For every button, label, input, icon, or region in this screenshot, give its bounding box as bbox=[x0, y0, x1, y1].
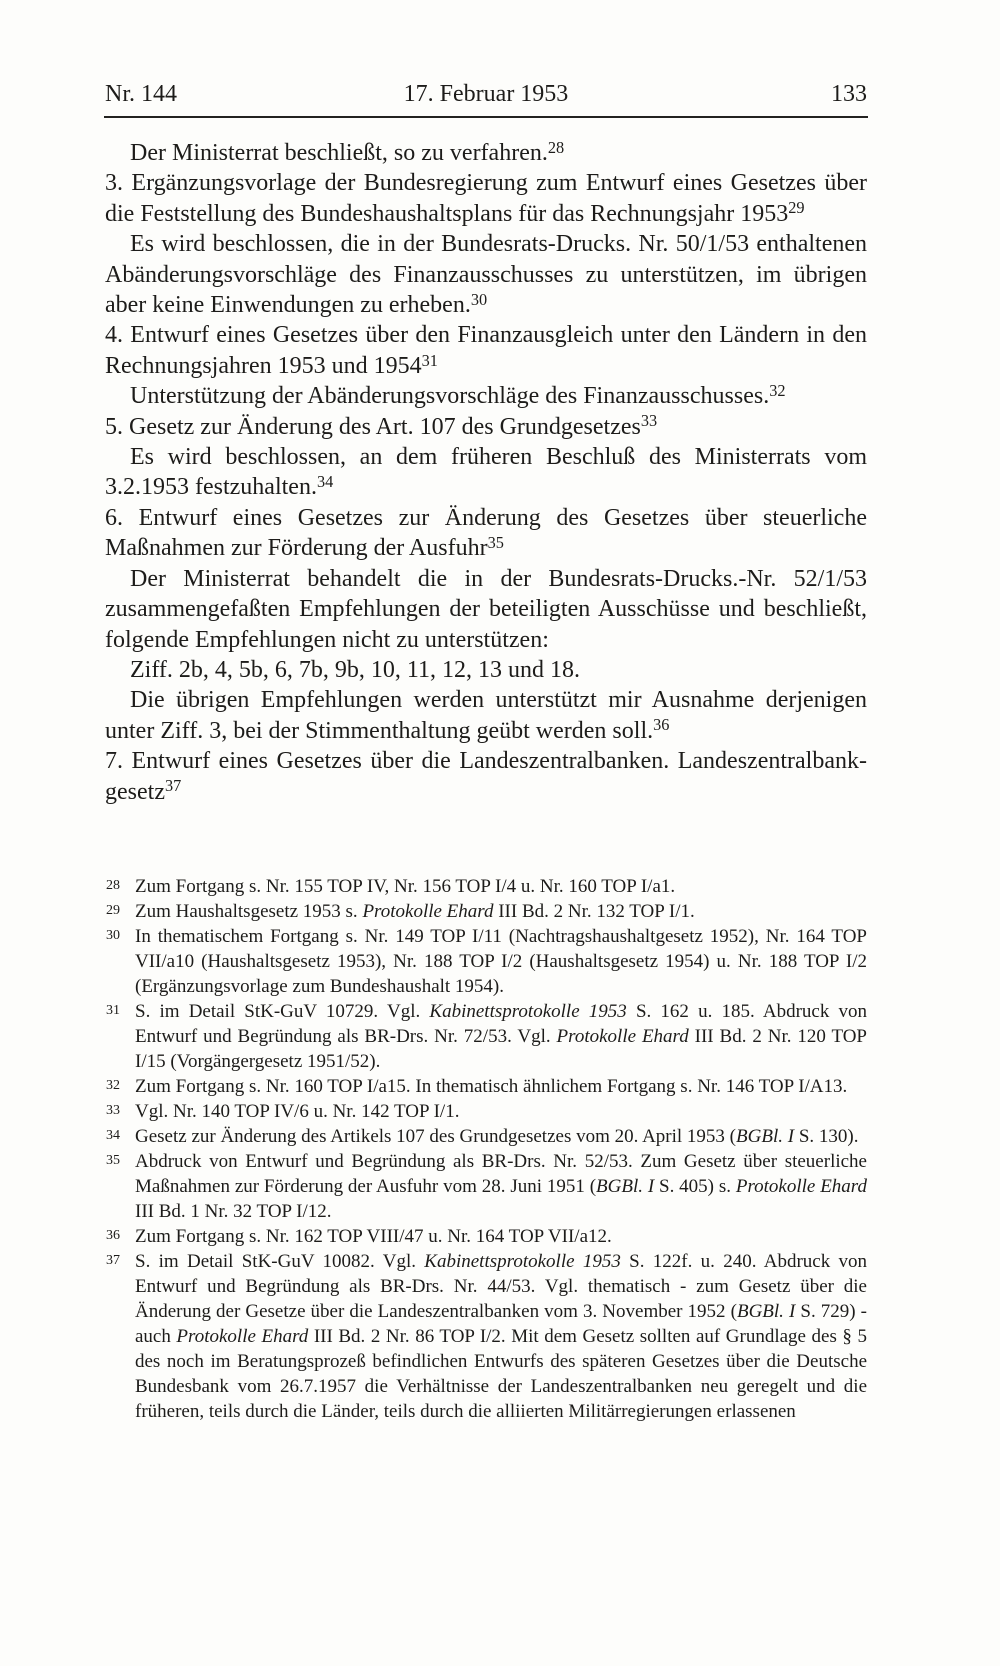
header-page-number: 133 bbox=[831, 81, 867, 107]
text-run: S. 162 u. 185. Abdruck von Entwurf und Begründung als BR-Drs. Nr. 72/53. Vgl. bbox=[135, 1001, 867, 1047]
footnote-text bbox=[135, 1126, 858, 1147]
agenda-item-5 bbox=[105, 412, 867, 442]
text-run: Vgl. Nr. 140 TOP IV/6 u. Nr. 142 TOP I/1. bbox=[135, 1101, 460, 1122]
text-run: III Bd. 1 Nr. 32 TOP I/12. bbox=[135, 1201, 332, 1222]
footnote-item-37 bbox=[105, 1249, 867, 1424]
footnote-item-34 bbox=[105, 1124, 867, 1149]
text-run: 4. Entwurf eines Gesetzes über den Finanzausgleich unter den Ländern in den Rechnungsjahren 1953 und 1954 bbox=[105, 322, 867, 379]
footnote-number: 29 bbox=[106, 903, 120, 918]
text-run: S. 122f. u. 240. Abdruck von Entwurf und Begründung als BR-Drs. Nr. 44/53. Vgl. thematisch - zum Gesetz über die Änderung der Gesetze über die Landeszentralbanken vom 3. November 1952 ( bbox=[135, 1251, 868, 1322]
italic-text: Protokolle Ehard bbox=[556, 1026, 689, 1047]
paragraph-resolution-30 bbox=[105, 229, 867, 320]
text-run: 7. Entwurf eines Gesetzes über die Landeszentralbanken. Landeszentralbankgesetz bbox=[105, 748, 867, 805]
italic-text: BGBl. I bbox=[596, 1176, 655, 1197]
footnote-text bbox=[135, 901, 695, 922]
text-run: S. im Detail StK-GuV 10729. Vgl. bbox=[135, 1001, 430, 1022]
footnote-number: 32 bbox=[106, 1078, 120, 1093]
paragraph-recommendations bbox=[105, 564, 867, 655]
footnote-ref-36: 36 bbox=[653, 715, 670, 735]
text-run: Unterstützung der Abänderungsvorschläge des Finanzausschusses. bbox=[130, 383, 770, 410]
footnote-number: 34 bbox=[106, 1128, 120, 1143]
text-run: Es wird beschlossen, die in der Bundesrats-Drucks. Nr. 50/1/53 enthaltenen Abänderungsvorschläge des Finanzausschusses zu unterstützen, im übrigen aber keine Einwendungen zu erheben. bbox=[105, 231, 867, 319]
footnote-text bbox=[135, 1251, 867, 1422]
footnote-text bbox=[135, 1101, 459, 1122]
text-run: Zum Haushaltsgesetz 1953 s. bbox=[135, 901, 363, 922]
footnote-item-31 bbox=[105, 999, 867, 1074]
body-text bbox=[105, 138, 867, 807]
footnote-text bbox=[135, 926, 867, 997]
text-run: III Bd. 2 Nr. 120 TOP I/15 (Vorgängergesetz 1951/52). bbox=[135, 1026, 867, 1072]
text-run: III Bd. 2 Nr. 86 TOP I/2. Mit dem Gesetz sollten auf Grundlage des § 5 des noch im Beratungsprozeß befindlichen Entwurfs des späteren Gesetzes über die Deutsche Bundesbank vom 26.7.1957 die Verhältnisse der Landeszentralbanken neu geregelt und die früheren, teils durch die Länder, teils durch die alliierten Militärregierungen erlassenen bbox=[135, 1326, 867, 1422]
paragraph-resolution-32 bbox=[105, 381, 867, 411]
text-run: Zum Fortgang s. Nr. 160 TOP I/a15. In thematisch ähnlichem Fortgang s. Nr. 146 TOP I/A13. bbox=[135, 1076, 848, 1097]
footnote-ref-34: 34 bbox=[316, 472, 334, 492]
agenda-item-4 bbox=[105, 320, 867, 381]
paragraph-resolution-36 bbox=[105, 685, 867, 746]
text-run: Zum Fortgang s. Nr. 155 TOP IV, Nr. 156 TOP I/4 u. Nr. 160 TOP I/a1. bbox=[135, 876, 676, 897]
header-date: 17. Februar 1953 bbox=[403, 81, 569, 107]
header-doc-number: Nr. 144 bbox=[105, 81, 177, 107]
footnote-text bbox=[135, 1076, 847, 1097]
text-run: S. im Detail StK-GuV 10082. Vgl. bbox=[135, 1251, 425, 1272]
text-run: Zum Fortgang s. Nr. 162 TOP VIII/47 u. Nr. 164 TOP VII/a12. bbox=[135, 1226, 612, 1247]
footnote-ref-37: 37 bbox=[164, 776, 182, 796]
italic-text: Protokolle Ehard bbox=[735, 1176, 867, 1197]
footnote-item-29 bbox=[105, 899, 867, 924]
text-run: S. 130). bbox=[794, 1126, 859, 1147]
footnote-ref-30: 30 bbox=[470, 289, 488, 309]
footnote-item-32 bbox=[105, 1074, 867, 1099]
text-run: 3. Ergänzungsvorlage der Bundesregierung zum Entwurf eines Gesetzes über die Feststellung des Bundeshaushaltsplans für das Rechnungsjahr 1953 bbox=[105, 170, 867, 227]
running-header bbox=[105, 80, 867, 108]
footnote-item-28 bbox=[105, 874, 867, 899]
text-run: Gesetz zur Änderung des Artikels 107 des Grundgesetzes vom 20. April 1953 ( bbox=[135, 1126, 737, 1147]
text-run: In thematischem Fortgang s. Nr. 149 TOP I/11 (Nachtragshaushaltgesetz 1952), Nr. 164 TOP VII/a10 (Haushaltsgesetz 1953), Nr. 188 TOP I/2 (Haushaltsgesetz 1954) u. Nr. 188 TOP I/2 (Ergänzungsvorlage zum Bundeshaushalt 1954). bbox=[135, 926, 867, 997]
footnote-ref-33: 33 bbox=[640, 411, 658, 431]
footnote-text bbox=[135, 876, 675, 897]
text-run: Der Ministerrat beschließt, so zu verfahren. bbox=[130, 140, 548, 166]
footnote-text bbox=[135, 1226, 612, 1247]
text-run: S. 729) - auch bbox=[135, 1301, 867, 1347]
paragraph-resolution-28 bbox=[105, 138, 867, 168]
text-run: S. 405) s. bbox=[654, 1176, 736, 1197]
footnote-number: 35 bbox=[106, 1153, 120, 1168]
italic-text: BGBl. I bbox=[736, 1126, 795, 1147]
footnote-number: 30 bbox=[106, 928, 120, 943]
footnote-item-36 bbox=[105, 1224, 867, 1249]
paragraph-resolution-34 bbox=[105, 442, 867, 503]
italic-text: Kabinettsprotokolle 1953 bbox=[429, 1001, 627, 1022]
footnote-ref-28: 28 bbox=[547, 137, 565, 157]
text-run: 6. Entwurf eines Gesetzes zur Änderung des Gesetzes über steuerliche Maßnahmen zur Förderung der Ausfuhr bbox=[105, 504, 867, 562]
footnote-number: 37 bbox=[106, 1253, 120, 1268]
footnote-number: 31 bbox=[106, 1003, 120, 1018]
footnotes-section bbox=[105, 874, 867, 1424]
header-rule bbox=[104, 116, 868, 118]
footnote-item-33 bbox=[105, 1099, 867, 1124]
footnote-ref-31: 31 bbox=[421, 350, 438, 370]
paragraph-ziffern bbox=[105, 655, 867, 685]
footnote-item-35 bbox=[105, 1149, 867, 1224]
text-run: Es wird beschlossen, an dem früheren Beschluß des Ministerrats vom 3.2.1953 festzuhalten. bbox=[105, 444, 867, 501]
footnote-item-30 bbox=[105, 924, 867, 999]
agenda-item-3 bbox=[105, 168, 867, 229]
footnote-number: 36 bbox=[106, 1228, 120, 1243]
italic-text: BGBl. I bbox=[736, 1301, 796, 1322]
text-run: Ziff. 2b, 4, 5b, 6, 7b, 9b, 10, 11, 12, 13 und 18. bbox=[130, 656, 580, 683]
footnote-text bbox=[135, 1151, 867, 1222]
agenda-item-6 bbox=[105, 503, 867, 564]
text-run: Die übrigen Empfehlungen werden unterstützt mir Ausnahme derjenigen unter Ziff. 3, bei der Stimmenthaltung geübt werden soll. bbox=[105, 687, 867, 744]
text-run: 5. Gesetz zur Änderung des Art. 107 des Grundgesetzes bbox=[105, 413, 641, 440]
italic-text: Protokolle Ehard bbox=[176, 1326, 309, 1347]
footnote-ref-32: 32 bbox=[769, 380, 786, 400]
italic-text: Protokolle Ehard bbox=[362, 901, 494, 922]
footnote-text bbox=[135, 1001, 867, 1072]
footnote-ref-35: 35 bbox=[487, 532, 504, 552]
text-run: Der Ministerrat behandelt die in der Bundesrats-Drucks.-Nr. 52/1/53 zusammengefaßten Empfehlungen der beteiligten Ausschüsse und beschließt, folgende Empfehlungen nicht zu unterstützen: bbox=[105, 565, 867, 653]
footnote-number: 33 bbox=[106, 1103, 120, 1118]
text-run: Abdruck von Entwurf und Begründung als BR-Drs. Nr. 52/53. Zum Gesetz über steuerliche Maßnahmen zur Förderung der Ausfuhr vom 28. Juni 1951 ( bbox=[135, 1151, 867, 1197]
footnote-number: 28 bbox=[106, 878, 120, 893]
italic-text: Kabinettsprotokolle 1953 bbox=[424, 1251, 621, 1272]
footnote-ref-29: 29 bbox=[788, 198, 805, 218]
agenda-item-7 bbox=[105, 746, 867, 807]
text-run: III Bd. 2 Nr. 132 TOP I/1. bbox=[493, 901, 695, 922]
